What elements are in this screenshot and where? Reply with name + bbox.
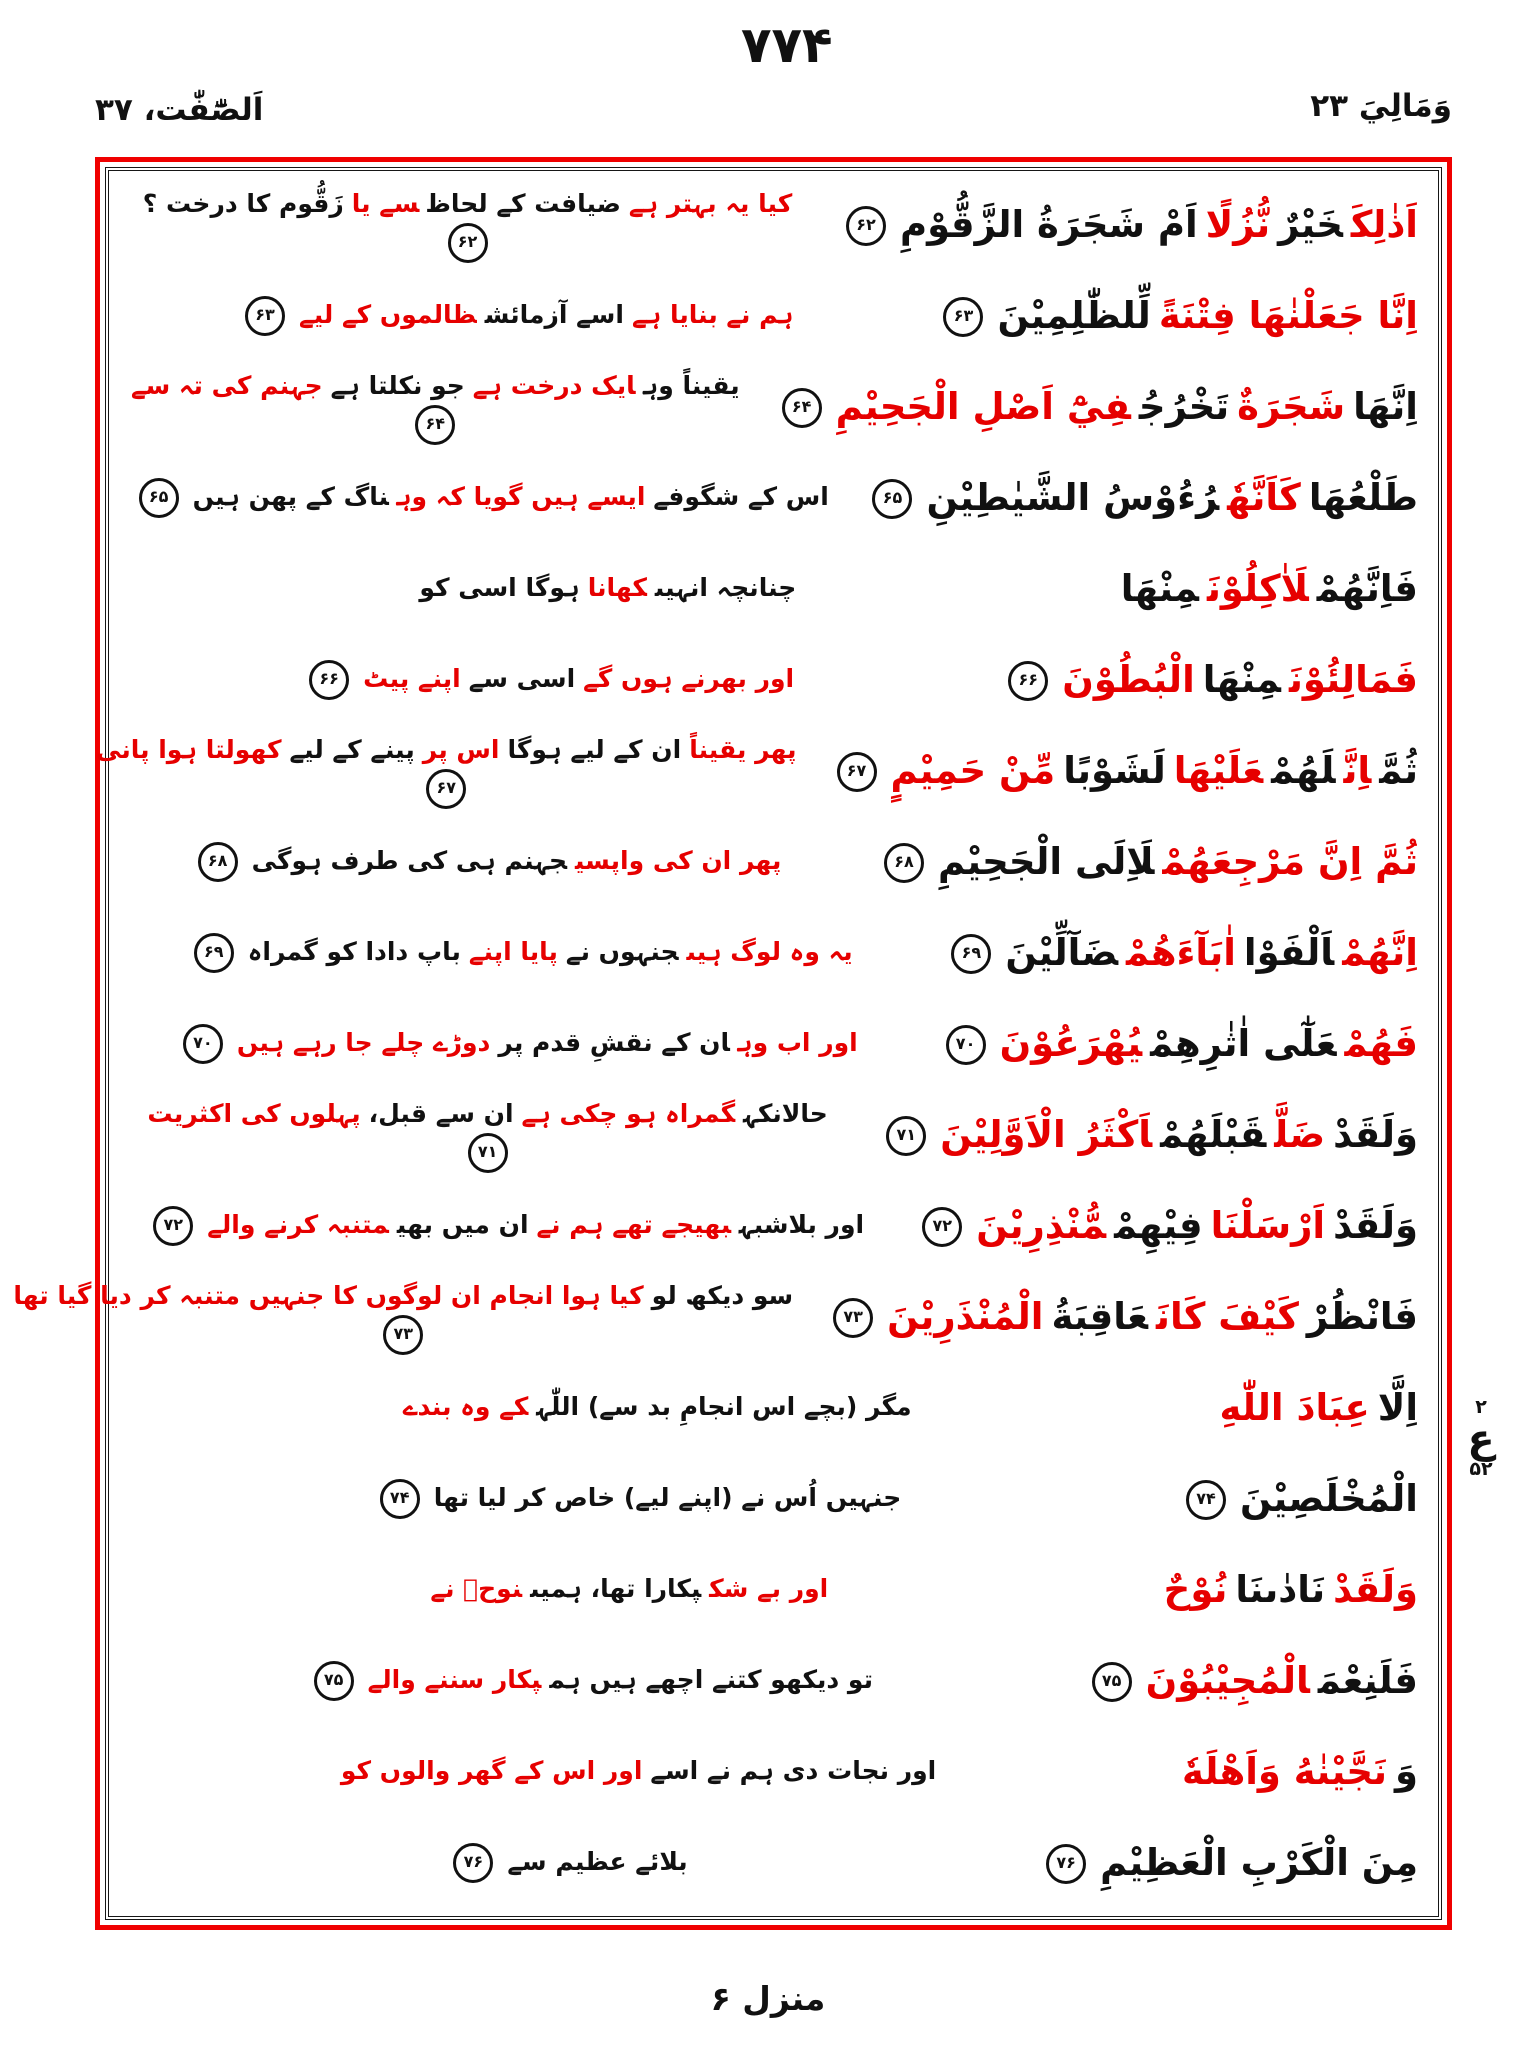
text-segment: فَاِنَّهُمْ — [1316, 566, 1418, 610]
text-segment: پکارا تھا، ہمیں — [530, 1574, 702, 1604]
verse-number-badge: ۶۶ — [1008, 661, 1048, 701]
verse-number-badge: ۷۵ — [314, 1661, 354, 1701]
text-segment: ایسے ہیں گویا کہ وہ — [396, 481, 646, 511]
text-segment: اِنَّهَا — [1353, 384, 1418, 428]
text-segment: متنبہ کرنے والے — [207, 1209, 389, 1239]
arabic-verse-line-text — [912, 1198, 1422, 1254]
text-segment: اَذٰلِكَ — [1350, 202, 1418, 246]
verse-number-badge: ۶۲ — [846, 206, 886, 246]
text-segment: اِنَّ — [1343, 748, 1372, 792]
text-segment: اس کے شگوفے — [653, 481, 829, 511]
urdu-translation-line-text — [125, 1571, 1134, 1607]
page-frame — [13, 157, 1452, 1930]
text-segment: فَمَالِئُوْنَ — [1288, 657, 1418, 701]
text-segment: نَجَّيْنٰهُ وَاَهْلَهٗ — [1182, 1749, 1387, 1793]
verse-row — [125, 543, 1422, 634]
text-segment: اور نجات دی ہم نے اسے — [650, 1756, 937, 1786]
urdu-translation-line-text — [125, 1479, 1150, 1519]
arabic-verse-line-text — [876, 1107, 1422, 1163]
verse-row — [125, 1180, 1422, 1271]
arabic-verse-line — [915, 925, 1422, 981]
text-segment: کھولتا ہوا پانی — [96, 735, 282, 765]
text-segment: ضَلَّ — [1274, 1112, 1326, 1156]
text-segment: ہوگا اسی کو — [419, 573, 580, 603]
verse-rows — [13, 167, 1442, 1920]
arabic-verse-line — [1056, 1653, 1422, 1709]
text-segment: ان کے لیے ہوگا — [507, 735, 682, 765]
text-segment: گمراہ ہو چکی ہے — [521, 1099, 736, 1129]
urdu-translation-line — [125, 1753, 1152, 1789]
verse-row — [125, 907, 1422, 998]
text-segment: الْمُخْلَصِيْنَ — [1239, 1476, 1418, 1520]
verse-number-badge: ۶۷ — [426, 769, 466, 809]
arabic-verse-line-text — [1117, 561, 1422, 617]
text-segment: شَجَرَةٌ — [1237, 384, 1346, 428]
text-segment: پھر یقیناً — [689, 735, 797, 765]
arabic-verse-line — [972, 652, 1422, 708]
arabic-verse-line-text — [823, 1289, 1422, 1345]
urdu-translation-line — [125, 1389, 1190, 1425]
arabic-verse-line — [801, 743, 1422, 799]
text-segment: جو نکلتا ہے — [330, 371, 465, 401]
verse-row — [125, 634, 1422, 725]
arabic-verse-line — [1152, 1744, 1422, 1800]
text-segment: ہم نے بنایا ہے — [631, 299, 794, 329]
text-segment: کیا ہوا انجام ان لوگوں کا جنہیں متنبہ کر دیا گیا تھا — [13, 1281, 644, 1311]
text-segment: جہنم کی تہ سے — [130, 371, 323, 401]
page-header — [95, 14, 1452, 134]
text-segment: مِنَ الْكَرْبِ الْعَظِيْمِ — [1100, 1840, 1418, 1884]
arabic-verse-line — [836, 470, 1422, 526]
text-segment: طَلْعُهَا — [1308, 475, 1418, 519]
text-segment: اَمْ شَجَرَةُ الزَّقُّوْمِ — [900, 202, 1198, 246]
verse-number-badge: ۷۰ — [946, 1025, 986, 1065]
text-segment: ضَآلِّيْنَ — [1005, 930, 1119, 974]
text-segment: بلائے عظیم سے — [507, 1846, 688, 1876]
arabic-verse-line-text — [874, 834, 1422, 890]
urdu-translation-line-text — [125, 296, 907, 336]
verse-number-badge: ۷۲ — [153, 1206, 193, 1246]
verse-number-badge: ۶۹ — [194, 933, 234, 973]
urdu-translation-line-text — [125, 186, 810, 262]
text-segment: لِّلظّٰلِمِيْنَ — [997, 293, 1151, 337]
text-segment: اسی سے — [468, 663, 576, 693]
verse-row — [125, 361, 1422, 452]
urdu-translation-line — [125, 1096, 850, 1172]
text-segment: چنانچہ انہیں — [654, 573, 797, 603]
text-segment: وَ — [1395, 1749, 1418, 1793]
verse-row — [125, 179, 1422, 270]
verse-row — [125, 270, 1422, 361]
verse-number-badge: ۷۵ — [1092, 1662, 1132, 1702]
text-segment: پہلوں کی اکثریت — [147, 1099, 361, 1129]
juz-name-label: وَمَالِيَ ۲۳ — [1310, 88, 1452, 124]
text-segment: دوڑے چلے جا رہے ہیں — [236, 1027, 491, 1057]
arabic-verse-line — [1091, 561, 1422, 617]
text-segment: پھر ان کی واپسی — [574, 845, 782, 875]
text-segment: مُّنْذِرِيْنَ — [976, 1203, 1107, 1247]
ruku-top-number: ۲ — [1475, 1396, 1487, 1418]
text-segment: اِنَّهُمْ — [1342, 930, 1418, 974]
text-segment: الْبُطُوْنَ — [1062, 657, 1195, 701]
arabic-verse-line-text — [862, 470, 1422, 526]
verse-row — [125, 452, 1422, 543]
text-segment: اَرْسَلْنَا — [1210, 1203, 1326, 1247]
arabic-verse-line — [910, 1016, 1422, 1072]
verse-number-badge: ۶۵ — [872, 479, 912, 519]
ruku-margin-marker — [1456, 1398, 1506, 1480]
text-segment: سو دیکھ لو — [651, 1281, 794, 1311]
arabic-verse-line-text — [1160, 1562, 1422, 1618]
text-segment: ظالموں کے لیے — [299, 299, 477, 329]
arabic-verse-line — [746, 379, 1422, 435]
verse-number-badge: ۷۲ — [922, 1207, 962, 1247]
verse-row — [125, 1817, 1422, 1908]
text-segment: اور بے شک — [709, 1574, 829, 1604]
text-segment: اِنَّا جَعَلْنٰهَا فِتْنَةً — [1158, 293, 1418, 337]
text-segment: اور اس کے گھر والوں کو — [340, 1756, 643, 1786]
text-segment: مگر (بچے اس انجامِ بد سے) اللّٰہ — [536, 1392, 912, 1422]
arabic-verse-line-text — [998, 652, 1422, 708]
text-segment: ثُمَّ — [1379, 748, 1418, 792]
urdu-translation-line — [125, 933, 915, 973]
arabic-verse-line — [1134, 1562, 1422, 1618]
arabic-verse-line-text — [1178, 1744, 1422, 1800]
verse-row — [96, 725, 1422, 816]
text-segment: ان میں بھی — [396, 1209, 529, 1239]
surah-name-label: اَلصّٰٓفّٰت، ۳۷ — [95, 92, 264, 128]
urdu-translation-line — [125, 1024, 910, 1064]
verse-row — [125, 1453, 1422, 1544]
arabic-verse-line — [907, 288, 1422, 344]
text-segment: الْمُنْذَرِيْنَ — [887, 1294, 1044, 1338]
arabic-verse-line — [886, 1198, 1422, 1254]
urdu-translation-line — [125, 1479, 1150, 1519]
verse-number-badge: ۷۶ — [1046, 1844, 1086, 1884]
text-segment: اس پر — [422, 735, 500, 765]
arabic-verse-line-text — [1216, 1380, 1423, 1436]
verse-row — [125, 1362, 1422, 1453]
urdu-translation-line — [125, 842, 848, 882]
text-segment: مِنْهَا — [1202, 657, 1281, 701]
verse-row — [125, 1726, 1422, 1817]
urdu-translation-line — [125, 368, 746, 444]
urdu-translation-line-text — [125, 1206, 886, 1246]
urdu-translation-line-text — [125, 842, 848, 882]
urdu-translation-line-text — [125, 1661, 1056, 1701]
urdu-translation-line-text — [125, 1753, 1152, 1789]
text-segment: ایک درخت ہے — [472, 371, 636, 401]
text-segment: لَشَوْبًا — [1063, 748, 1166, 792]
verse-number-badge: ۶۴ — [415, 405, 455, 445]
text-segment: يُهْرَعُوْنَ — [999, 1021, 1143, 1065]
urdu-translation-line-text — [125, 933, 915, 973]
urdu-translation-line-text — [125, 660, 972, 700]
text-segment: پینے کے لیے — [289, 735, 415, 765]
text-segment: كَيْفَ كَانَ — [1156, 1294, 1299, 1338]
urdu-translation-line — [125, 296, 907, 336]
text-segment: اور اب وہ — [737, 1027, 858, 1057]
text-segment: نُّزُلًا — [1205, 202, 1271, 246]
arabic-verse-line-text — [772, 379, 1422, 435]
urdu-translation-line — [125, 1661, 1056, 1701]
text-segment: ناگ کے پھن ہیں — [192, 481, 389, 511]
text-segment: لَاٰكِلُوْنَ — [1206, 566, 1309, 610]
text-segment: خَيْرٌ — [1278, 202, 1343, 246]
text-segment: ثُمَّ اِنَّ مَرْجِعَهُمْ — [1162, 839, 1418, 883]
text-segment: رُءُوْسُ الشَّيٰطِيْنِ — [926, 475, 1220, 519]
verse-number-badge: ۶۳ — [245, 296, 285, 336]
verse-number-badge: ۶۲ — [448, 223, 488, 263]
urdu-translation-line-text — [125, 570, 1091, 606]
text-segment: ان کے نقشِ قدم پر — [498, 1027, 730, 1057]
text-segment: باپ دادا کو گمراہ — [247, 936, 461, 966]
urdu-translation-line-text — [9, 1278, 797, 1354]
arabic-verse-line — [1010, 1835, 1422, 1891]
text-segment: یقیناً وہ — [643, 371, 740, 401]
verse-number-badge: ۶۷ — [837, 752, 877, 792]
text-segment: اٰبَآءَهُمْ — [1126, 930, 1236, 974]
verse-number-badge: ۷۴ — [380, 1479, 420, 1519]
verse-number-badge: ۷۶ — [453, 1843, 493, 1883]
text-segment: فِيْٓ اَصْلِ الْجَحِيْمِ — [835, 384, 1131, 428]
urdu-translation-line-text — [125, 368, 746, 444]
verse-number-badge: ۷۱ — [468, 1133, 508, 1173]
text-segment: اسے آزمائش — [484, 299, 624, 329]
verse-number-badge: ۶۵ — [139, 478, 179, 518]
text-segment: نَادٰىنَا — [1235, 1567, 1326, 1611]
text-segment: عَلٰٓى اٰثٰرِهِمْ — [1150, 1021, 1337, 1065]
verse-number-badge: ۷۳ — [833, 1298, 873, 1338]
urdu-translation-line — [125, 1206, 886, 1246]
arabic-verse-line — [797, 1289, 1422, 1345]
text-segment: کے وہ بندے — [402, 1392, 529, 1422]
text-segment: قَبْلَهُمْ — [1160, 1112, 1267, 1156]
arabic-verse-line-text — [933, 288, 1422, 344]
verse-number-badge: ۷۰ — [183, 1024, 223, 1064]
urdu-translation-line — [92, 732, 800, 808]
urdu-translation-line-text — [125, 1843, 1010, 1883]
urdu-translation-line — [125, 1571, 1134, 1607]
text-segment: جہنم ہی کی طرف ہوگی — [251, 845, 567, 875]
verse-number-badge: ۶۹ — [951, 934, 991, 974]
text-segment: عِبَادَ اللّٰهِ — [1219, 1385, 1370, 1429]
verse-number-badge: ۶۳ — [943, 297, 983, 337]
text-segment: سے یا — [351, 189, 420, 219]
verse-row — [125, 1635, 1422, 1726]
text-segment: جنہیں اُس نے (اپنے لیے) خاص کر لیا تھا — [433, 1482, 902, 1512]
text-segment: کھانا — [587, 573, 647, 603]
text-segment: کیا یہ بہتر ہے — [628, 189, 793, 219]
verse-number-badge: ۶۶ — [309, 660, 349, 700]
text-segment: فَهُمْ — [1344, 1021, 1418, 1065]
urdu-translation-line-text — [125, 1389, 1190, 1425]
text-segment: مِّنْ حَمِيْمٍ — [890, 748, 1056, 792]
text-segment: نوحؑ نے — [430, 1574, 523, 1604]
text-segment: كَاَنَّهٗ — [1227, 475, 1301, 519]
text-segment: پایا اپنے — [468, 936, 558, 966]
verse-row — [13, 1271, 1422, 1362]
text-segment: بھیجے تھے ہم نے — [536, 1209, 732, 1239]
text-segment: الْمُجِيْبُوْنَ — [1145, 1658, 1310, 1702]
ruku-bottom-number: ۵۲ — [1469, 1457, 1493, 1480]
text-segment: تو دیکھو کتنے اچھے ہیں ہم — [549, 1664, 873, 1694]
text-segment: پکار سننے والے — [367, 1664, 542, 1694]
urdu-translation-line — [125, 478, 836, 518]
urdu-translation-line — [9, 1278, 797, 1354]
text-segment: اور بلاشبہ — [739, 1209, 865, 1239]
urdu-translation-line — [125, 570, 1091, 606]
text-segment: لَهُمْ — [1271, 748, 1336, 792]
urdu-translation-line-text — [125, 1024, 910, 1064]
arabic-verse-line — [1190, 1380, 1423, 1436]
text-segment: اِلَّا — [1377, 1385, 1418, 1429]
text-segment: مِنْهَا — [1120, 566, 1199, 610]
verse-row — [125, 1089, 1422, 1180]
arabic-verse-line-text — [836, 197, 1422, 253]
text-segment: وَلَقَدْ — [1333, 1112, 1418, 1156]
verse-number-badge: ۶۴ — [782, 388, 822, 428]
text-segment: وَلَقَدْ — [1333, 1203, 1418, 1247]
urdu-translation-line — [125, 1843, 1010, 1883]
verse-row — [125, 998, 1422, 1089]
urdu-translation-line — [125, 186, 810, 262]
verse-number-badge: ۷۳ — [383, 1315, 423, 1355]
arabic-verse-line-text — [1176, 1471, 1422, 1527]
arabic-verse-line-text — [1036, 1835, 1422, 1891]
text-segment: تَخْرُجُ — [1138, 384, 1230, 428]
verse-number-badge: ۷۴ — [1186, 1480, 1226, 1520]
manzil-footer: منزل ۶ — [710, 1979, 826, 2018]
text-segment: عَاقِبَةُ — [1051, 1294, 1149, 1338]
urdu-translation-line-text — [125, 478, 836, 518]
verse-number-badge: ۶۸ — [884, 843, 924, 883]
text-segment: اپنے پیٹ — [363, 663, 461, 693]
text-segment: فِيْهِمْ — [1114, 1203, 1203, 1247]
text-segment: ان سے قبل، — [368, 1099, 514, 1129]
arabic-verse-line — [1150, 1471, 1422, 1527]
urdu-translation-line-text — [125, 1096, 850, 1172]
text-segment: جنہوں نے — [565, 936, 679, 966]
text-segment: لَاِلَى الْجَحِيْمِ — [938, 839, 1155, 883]
verse-number-badge: ۶۸ — [198, 842, 238, 882]
text-segment: زَقُّوم کا درخت ؟ — [142, 189, 344, 219]
text-segment: اَلْفَوْا — [1243, 930, 1335, 974]
arabic-verse-line — [848, 834, 1422, 890]
arabic-verse-line — [850, 1107, 1422, 1163]
text-segment: اور بھرنے ہوں گے — [583, 663, 795, 693]
urdu-translation-line — [125, 660, 972, 700]
text-segment: ضیافت کے لحاظ — [427, 189, 621, 219]
text-segment: فَانْظُرْ — [1306, 1294, 1418, 1338]
verse-row — [125, 1544, 1422, 1635]
arabic-verse-line-text — [827, 743, 1422, 799]
verse-row — [125, 816, 1422, 907]
text-segment: یہ وہ لوگ ہیں — [686, 936, 853, 966]
text-segment: نُوْحٌ — [1163, 1567, 1228, 1611]
arabic-verse-line-text — [936, 1016, 1422, 1072]
text-segment: حالانکہ — [743, 1099, 828, 1129]
text-segment: فَلَنِعْمَ — [1317, 1658, 1418, 1702]
arabic-verse-line-text — [941, 925, 1422, 981]
arabic-verse-line-text — [1082, 1653, 1422, 1709]
text-segment: عَلَيْهَا — [1173, 748, 1264, 792]
ruku-ain-symbol: ع — [1467, 1415, 1495, 1462]
page-number: ۷۷۴ — [741, 16, 833, 74]
text-segment: اَكْثَرُ الْاَوَّلِيْنَ — [940, 1112, 1153, 1156]
text-segment: وَلَقَدْ — [1333, 1567, 1418, 1611]
verse-number-badge: ۷۱ — [886, 1116, 926, 1156]
arabic-verse-line — [810, 197, 1422, 253]
urdu-translation-line-text — [92, 732, 800, 808]
